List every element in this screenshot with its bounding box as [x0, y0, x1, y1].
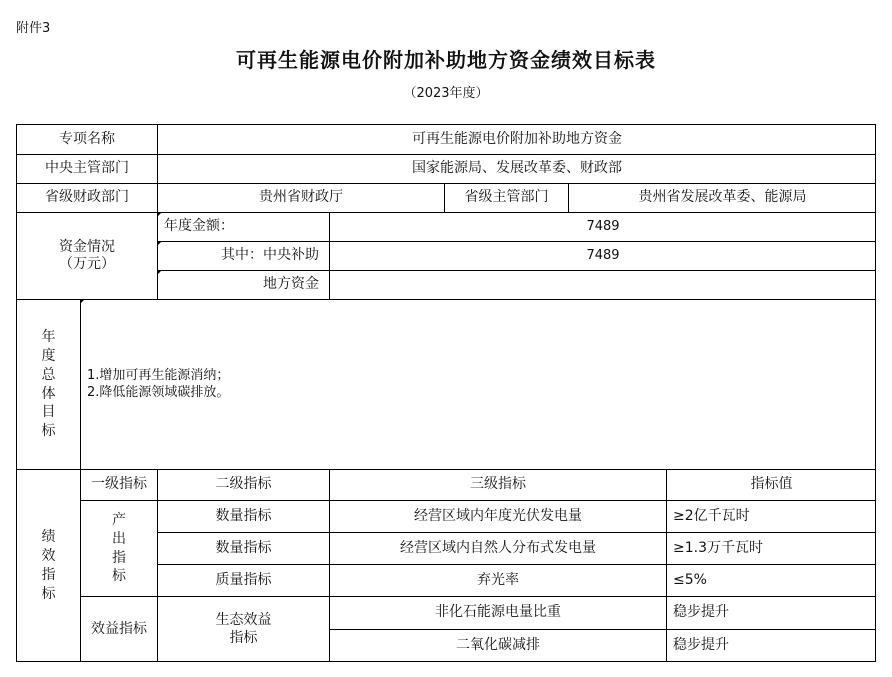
central-dept-value: 国家能源局、发展改革委、财政部 — [158, 155, 876, 184]
row1-level2: 数量指标 — [158, 501, 330, 533]
annual-goal-content — [81, 300, 876, 470]
row3-level2: 质量指标 — [158, 565, 330, 597]
page-title: 可再生能源电价附加补助地方资金绩效目标表 — [236, 48, 656, 72]
annual-goal-label-text: 年度总体目标 — [41, 328, 56, 440]
row5-level3: 二氧化碳减排 — [330, 630, 667, 662]
central-subsidy-label: 其中：中央补助 — [158, 242, 330, 271]
output-indicator-label — [81, 501, 158, 597]
header-level3: 三级指标 — [330, 470, 667, 501]
project-value: 可再生能源电价附加补助地方资金 — [158, 125, 876, 155]
eco-benefit-label-line2: 指标 — [229, 629, 258, 646]
local-funds-label: 地方资金 — [158, 271, 330, 300]
attachment-label: 附件3 — [16, 21, 51, 36]
row3-value: ≤5% — [667, 565, 876, 597]
row2-level3: 经营区域内自然人分布式发电量 — [330, 533, 667, 565]
header-level2: 二级指标 — [158, 470, 330, 501]
eco-benefit-label — [158, 597, 330, 662]
central-dept-label: 中央主管部门 — [17, 155, 158, 184]
performance-label-text: 绩效指标 — [41, 529, 56, 602]
header-level1: 一级指标 — [81, 470, 158, 501]
performance-table — [16, 124, 876, 662]
header-value: 指标值 — [667, 470, 876, 501]
funds-label — [17, 213, 158, 300]
row2-value: ≥1.3万千瓦时 — [667, 533, 876, 565]
provincial-dept-label: 省级主管部门 — [445, 184, 569, 213]
central-subsidy-value: 7489 — [330, 242, 876, 271]
provincial-finance-value: 贵州省财政厅 — [158, 184, 445, 213]
local-funds-value — [330, 271, 876, 300]
eco-benefit-label-line1: 生态效益 — [215, 612, 272, 628]
row3-level3: 弃光率 — [330, 565, 667, 597]
year-label: （2023年度） — [403, 86, 489, 101]
annual-goal-label — [17, 300, 81, 470]
annual-amount-value: 7489 — [330, 213, 876, 242]
funds-label-line1: 资金情况 — [59, 238, 115, 255]
provincial-dept-value: 贵州省发展改革委、能源局 — [569, 184, 876, 213]
performance-label — [17, 470, 81, 662]
goal-line-2: 2.降低能源领域碳排放。 — [87, 384, 230, 400]
row4-level3: 非化石能源电量比重 — [330, 597, 667, 630]
row1-level3: 经营区域内年度光伏发电量 — [330, 501, 667, 533]
goal-line-1: 1.增加可再生能源消纳； — [87, 367, 230, 383]
row5-value: 稳步提升 — [673, 637, 729, 654]
annual-amount-label: 年度金额： — [158, 213, 330, 242]
provincial-finance-label: 省级财政部门 — [17, 184, 158, 213]
row2-level2: 数量指标 — [158, 533, 330, 565]
row4-value: 稳步提升 — [667, 597, 876, 630]
output-indicator-label-text: 产出指标 — [112, 511, 126, 585]
benefit-indicator-label: 效益指标 — [81, 597, 158, 662]
funds-label-line2: （万元） — [59, 256, 115, 272]
row1-value: ≥2亿千瓦时 — [667, 501, 876, 533]
project-label: 专项名称 — [17, 125, 158, 155]
